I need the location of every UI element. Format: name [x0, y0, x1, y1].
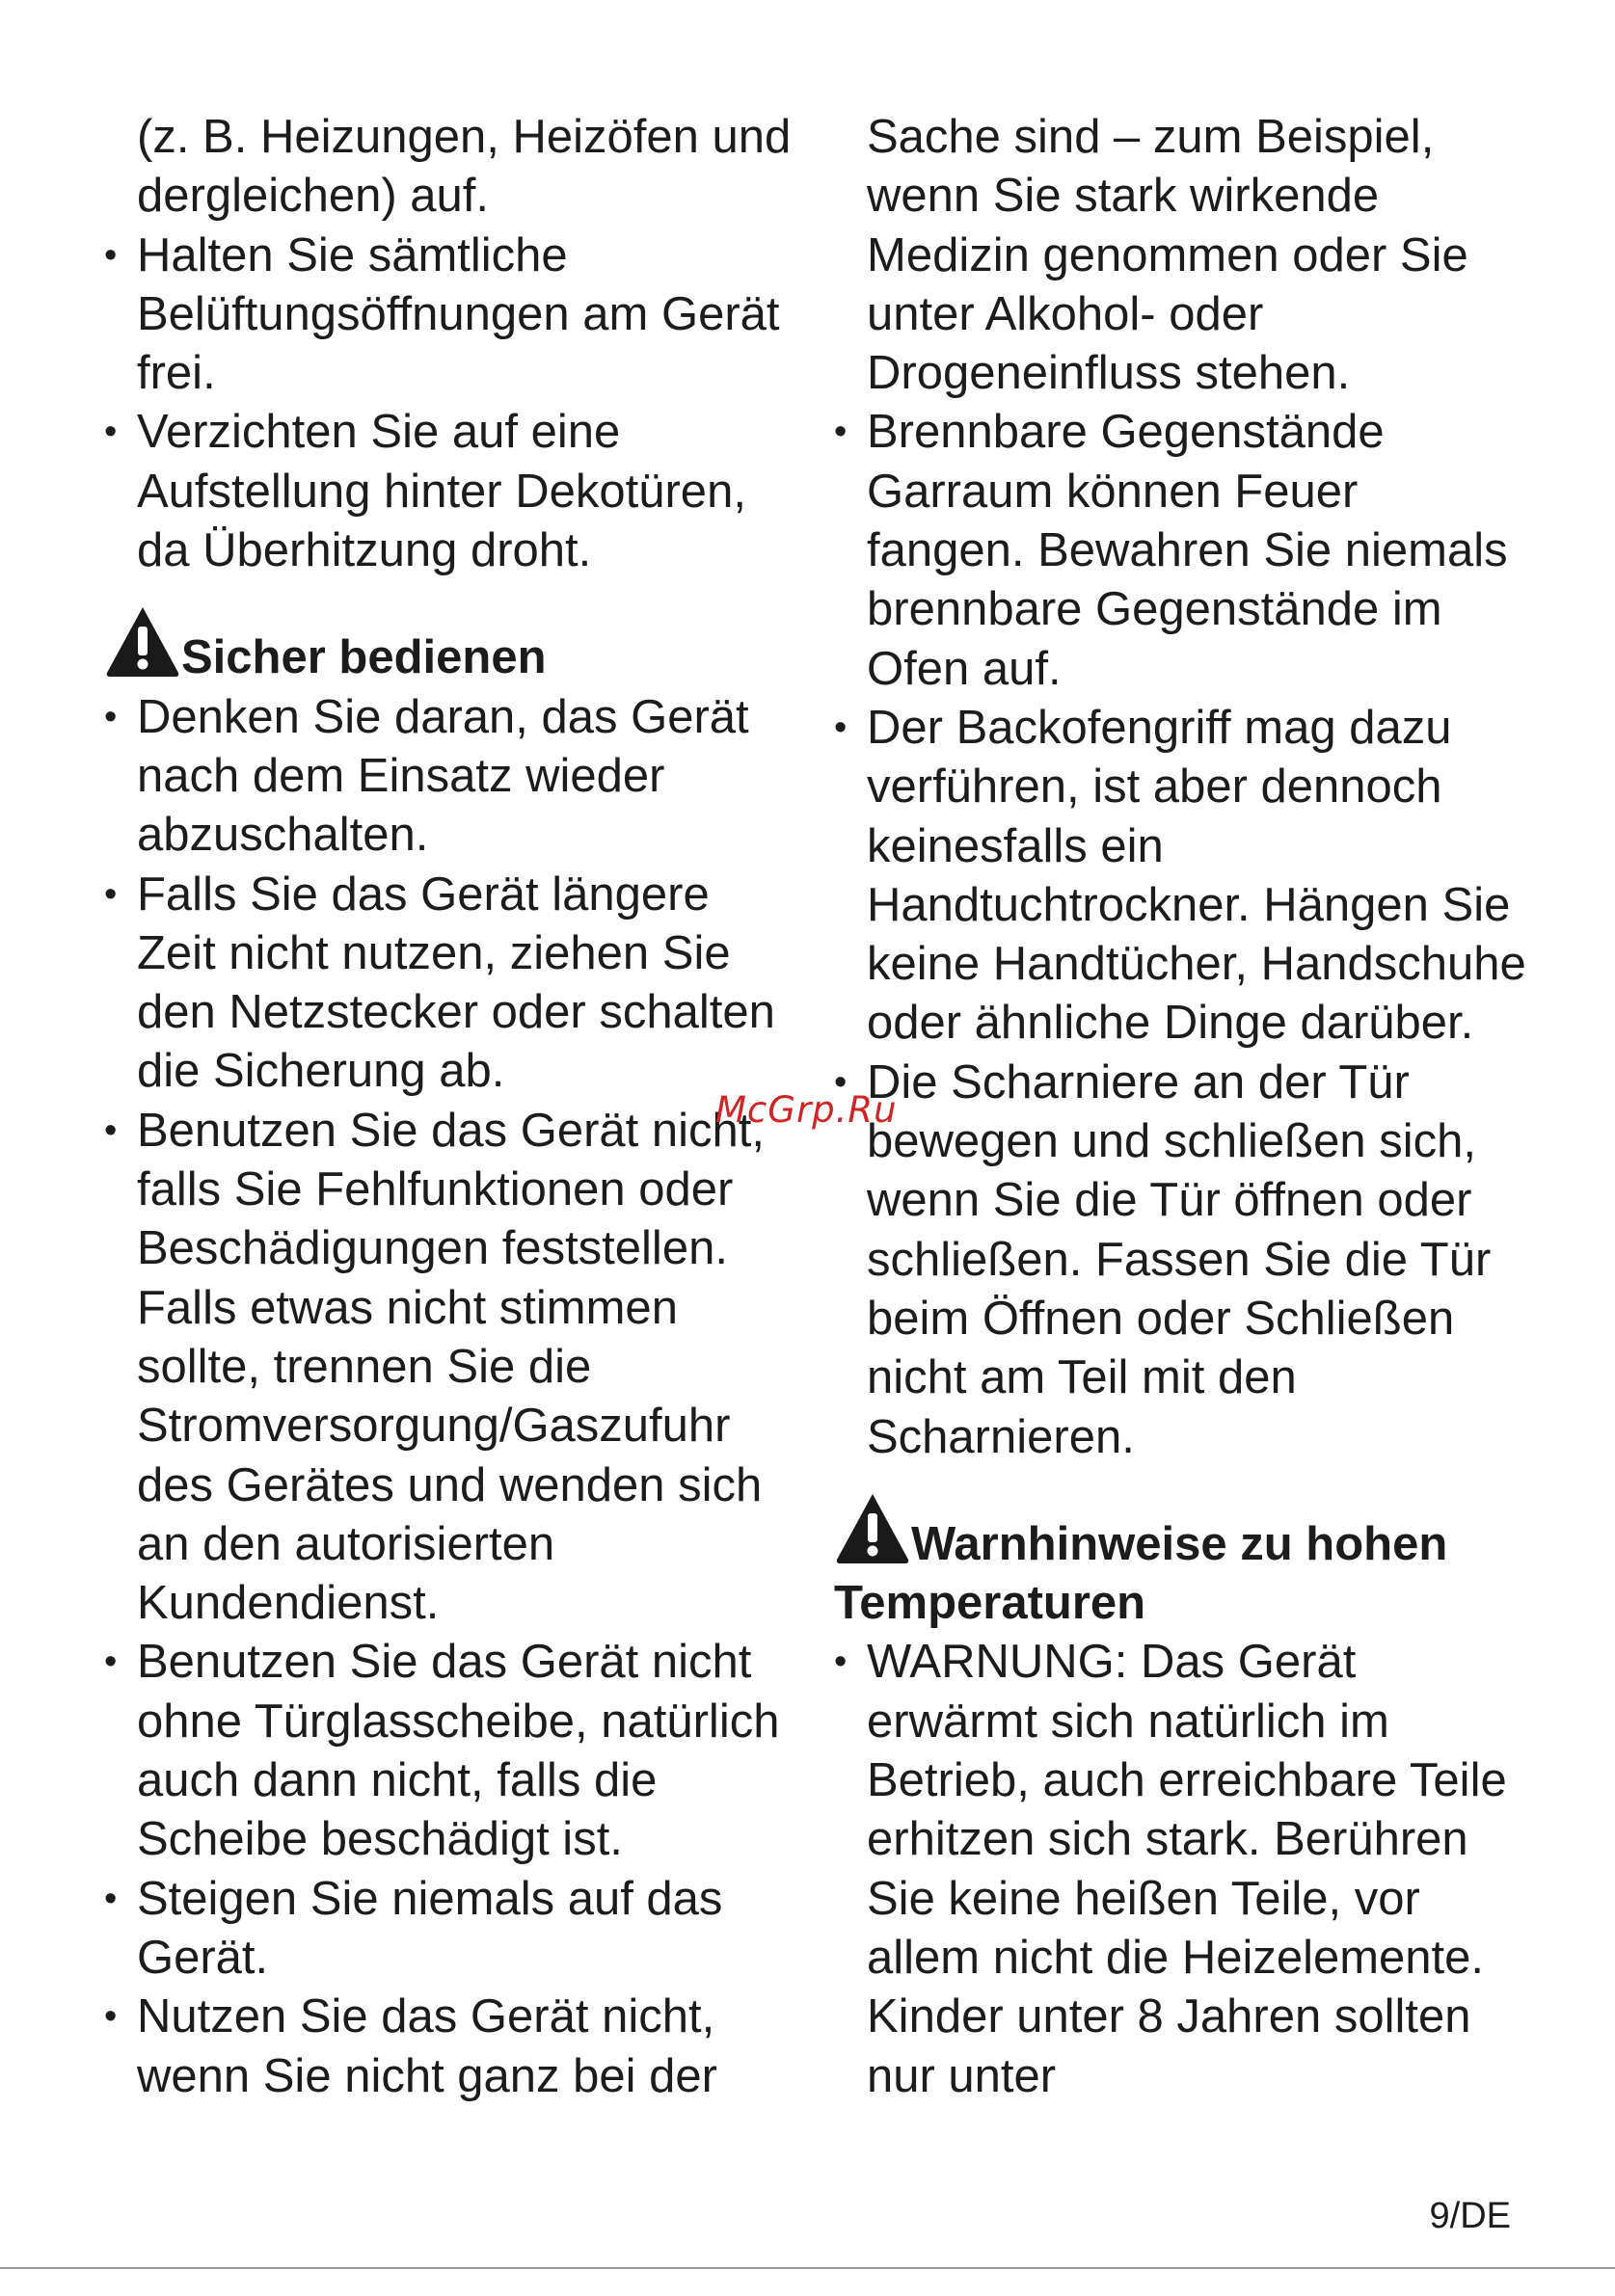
- right-column: [834, 108, 1528, 2106]
- watermark: McGrp.Ru: [715, 1089, 898, 1131]
- list-item: • Falls Sie das Gerät längere Zeit nicht nutzen, ziehen Sie den Netzstecker oder schalten die Sicherung ab.: [104, 866, 798, 1102]
- section-heading-high-temperatures: [834, 1490, 1528, 1634]
- page-number: 9/DE: [1429, 2196, 1511, 2236]
- warning-bullet-list: [834, 1633, 1528, 2105]
- list-item: • Denken Sie daran, das Gerät nach dem Einsatz wieder abzuschalten.: [104, 688, 798, 866]
- list-item: • Brennbare Gegenstände Garraum können Feuer fangen. Bewahren Sie niemals brennbare Gegenstände im Ofen auf.: [834, 403, 1528, 698]
- bottom-divider: [0, 2267, 1615, 2269]
- left-top-bullet-list: [104, 227, 798, 581]
- section-heading-text: Warnhinweise zu hohen Temperaturen: [834, 1517, 1448, 1630]
- list-item: • Der Backofengriff mag dazu verführen, ist aber dennoch keinesfalls ein Handtuchtrockner. Hängen Sie keine Handtücher, Handschuhe oder ähnliche Dinge darüber.: [834, 699, 1528, 1054]
- warning-text: Das Gerät erwärmt sich natürlich im Betrieb, auch erreichbare Teile erhitzen sich stark. Berühren Sie keine heißen Teile, vor allem nicht die Heizelemente. Kinder unter 8 Jahren sollten nur unter: [867, 1636, 1507, 2102]
- list-item: • Halten Sie sämtliche Belüftungsöffnungen am Gerät frei.: [104, 227, 798, 404]
- warning-triangle-icon: [834, 1490, 911, 1565]
- warning-label: WARNUNG:: [867, 1636, 1128, 1689]
- section-heading-text: Sicher bedienen: [181, 631, 547, 684]
- list-item: • Die Scharniere an der Tür bewegen und schließen sich, wenn Sie die Tür öffnen oder schließen. Fassen Sie die Tür beim Öffnen oder Schließen nicht am Teil mit den Scharnieren.: [834, 1054, 1528, 1467]
- right-bullet-list: [834, 403, 1528, 1466]
- list-item: • Steigen Sie niemals auf das Gerät.: [104, 1870, 798, 1989]
- left-column: [104, 108, 798, 2106]
- list-item: • Nutzen Sie das Gerät nicht, wenn Sie nicht ganz bei der: [104, 1988, 798, 2106]
- list-item: • Benutzen Sie das Gerät nicht ohne Türglasscheibe, natürlich auch dann nicht, falls die Scheibe beschädigt ist.: [104, 1633, 798, 1869]
- section-heading-safe-operation: [104, 603, 798, 687]
- right-continuation-text: Sache sind – zum Beispiel, wenn Sie stark wirkende Medizin genommen oder Sie unter Alkohol- oder Drogeneinfluss stehen.: [867, 111, 1468, 400]
- list-item: • Benutzen Sie das Gerät nicht, falls Sie Fehlfunktionen oder Beschädigungen feststellen. Falls etwas nicht stimmen sollte, trennen Sie die Stromversorgung/Gaszufuhr des Gerätes und wenden sich an den autorisierten Kundendienst.: [104, 1102, 798, 1634]
- list-item: • Verzichten Sie auf eine Aufstellung hinter Dekotüren, da Überhitzung droht.: [104, 403, 798, 580]
- left-continuation-text: (z. B. Heizungen, Heizöfen und dergleichen) auf.: [137, 111, 792, 223]
- list-item: [834, 1633, 1528, 2105]
- left-bullet-list: [104, 688, 798, 2106]
- warning-triangle-icon: [104, 603, 181, 679]
